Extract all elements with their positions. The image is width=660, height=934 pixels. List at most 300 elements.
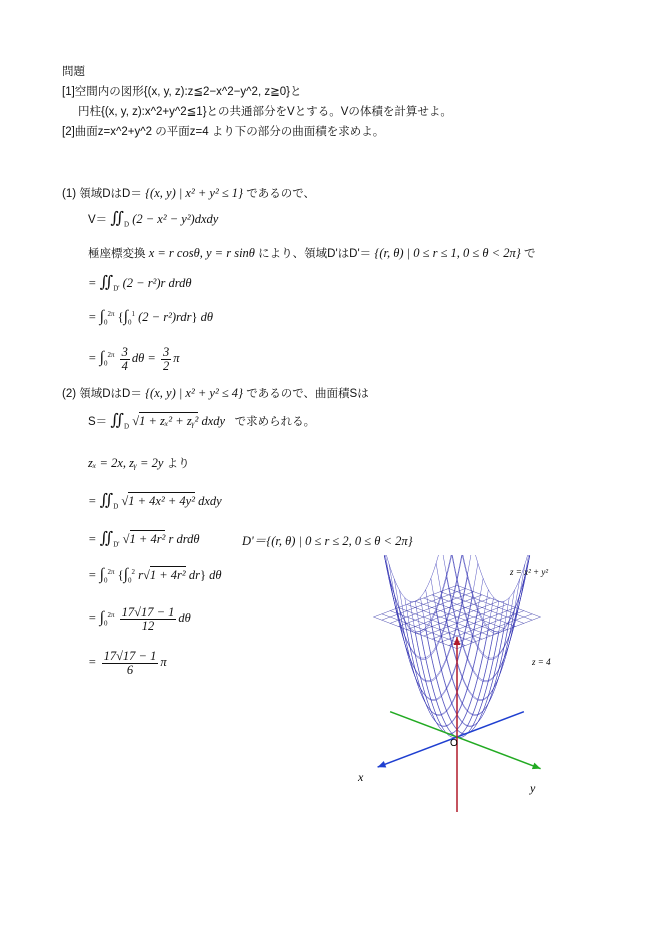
z-axis-arrowhead — [454, 637, 461, 645]
mesh-line — [431, 578, 433, 590]
answer1-polar-set: {(r, θ) | 0 ≤ r ≤ 1, 0 ≤ θ < 2π} — [374, 246, 521, 260]
mesh-line — [433, 663, 435, 672]
mesh-line — [429, 644, 431, 654]
mesh-line — [474, 672, 476, 675]
mesh-line — [460, 704, 462, 709]
mesh-line — [475, 672, 477, 675]
mesh-line — [467, 721, 469, 725]
mesh-line — [426, 590, 428, 602]
mesh-line — [481, 622, 483, 633]
mesh-line — [428, 640, 430, 650]
mesh-line — [432, 570, 434, 576]
mesh-line — [475, 614, 477, 625]
mesh-line — [477, 672, 479, 680]
mesh-line — [463, 716, 465, 720]
mesh-line — [468, 644, 470, 653]
mesh-line — [436, 642, 438, 646]
mesh-line — [473, 662, 475, 671]
mesh-line — [475, 717, 477, 722]
mesh-line — [479, 706, 481, 712]
mesh-line — [481, 681, 483, 689]
mesh-line — [428, 667, 430, 676]
mesh-line — [412, 630, 414, 631]
mesh-line — [409, 622, 411, 633]
answer2-partials-tail: より — [166, 458, 190, 470]
answer2-step3: = $\int_0^{2\pi}$ {$\int_0^2$ r√1 + 4r² dr} dθ — [88, 566, 222, 585]
mesh-line — [478, 563, 480, 569]
mesh-line — [471, 670, 473, 678]
mesh-line — [438, 576, 440, 588]
mesh-line — [432, 680, 434, 681]
mesh-line — [426, 657, 428, 658]
mesh-line — [423, 667, 425, 676]
mesh-line — [435, 672, 437, 680]
mesh-line — [482, 576, 484, 581]
mesh-line — [486, 703, 488, 706]
mesh-line — [431, 679, 433, 680]
mesh-line — [477, 721, 479, 723]
mesh-line — [427, 657, 429, 658]
mesh-line — [441, 715, 443, 720]
mesh-line — [465, 711, 467, 716]
mesh-line — [480, 570, 482, 576]
mesh-line — [436, 698, 438, 699]
mesh-line — [417, 664, 419, 673]
mesh-line — [433, 706, 435, 712]
mesh-line — [438, 672, 440, 675]
answer1-intro — [62, 186, 315, 201]
mesh-line — [467, 651, 469, 660]
answer2-step3-expr: 1 + 4r² — [149, 568, 186, 582]
mesh-line — [423, 692, 425, 695]
mesh-line — [426, 586, 428, 590]
mesh-line — [497, 633, 499, 644]
mesh-line — [498, 674, 500, 679]
mesh-line — [417, 644, 419, 654]
y-axis-arrowhead — [532, 763, 541, 770]
answer2-step5: = $\frac{17√17 - 1}{6}$ π — [88, 649, 167, 677]
mesh-line — [450, 698, 452, 704]
mesh-line — [481, 679, 483, 680]
mesh-line — [421, 631, 423, 632]
mesh-line — [450, 718, 452, 722]
answer2-s-tail: dxdy — [201, 414, 226, 428]
answer2-step2-expr: 1 + 4r² — [129, 532, 166, 546]
mesh-line — [407, 600, 409, 601]
mesh-line — [489, 692, 491, 695]
answer1-intro-set: {(x, y) | x² + y² ≤ 1} — [145, 186, 244, 200]
answer1-step3-result: $\frac{3}{2}$ — [162, 345, 170, 373]
answer1-v-integral: $∬_D$ (2 − x² − y²)dxdy — [110, 210, 219, 229]
mesh-line — [476, 556, 478, 563]
mesh-line — [487, 622, 489, 633]
mesh-line — [443, 557, 445, 569]
mesh-line — [498, 665, 500, 673]
origin-label: O — [450, 738, 458, 749]
mesh-line — [424, 648, 426, 658]
answer2-step1-expr: 1 + 4x² + 4y² — [128, 494, 195, 508]
mesh-line — [486, 681, 488, 689]
mesh-line — [428, 581, 430, 586]
mesh-line — [443, 678, 445, 685]
mesh-line — [475, 653, 477, 662]
mesh-line — [480, 680, 482, 681]
mesh-line — [447, 711, 449, 716]
mesh-line — [434, 669, 436, 678]
mesh-line — [465, 659, 467, 667]
mesh-line — [444, 706, 446, 712]
mesh-line — [396, 584, 398, 588]
mesh-line — [411, 633, 413, 644]
mesh-line — [506, 626, 508, 637]
mesh-line — [496, 637, 498, 648]
mesh-line — [443, 644, 445, 653]
mesh-line — [486, 590, 488, 602]
mesh-line — [415, 633, 417, 644]
answer1-polar-mid: により、領域D'はD'＝ — [258, 248, 372, 260]
mesh-line — [429, 655, 431, 657]
answer2-s-note: で求められる。 — [234, 416, 316, 428]
mesh-line — [508, 633, 510, 638]
mesh-line — [474, 706, 476, 712]
mesh-line — [483, 655, 485, 657]
mesh-line — [471, 694, 473, 697]
mesh-line — [475, 703, 477, 709]
mesh-line — [464, 713, 466, 718]
mesh-line — [480, 660, 482, 669]
mesh-line — [468, 557, 470, 569]
mesh-line — [406, 626, 408, 637]
answer2-step4-frac: $\frac{17√17 - 1}{12}$ — [121, 605, 175, 633]
mesh-line — [447, 659, 449, 667]
mesh-line — [503, 622, 505, 633]
problem-q2: [2]曲面z=x^2+y^2 の平面z=4 より下の部分の曲面積を求めよ。 — [62, 126, 385, 138]
mesh-line — [478, 669, 480, 678]
mesh-line — [424, 590, 426, 593]
mesh-line — [449, 694, 451, 700]
mesh-line — [450, 669, 452, 676]
mesh-line — [495, 664, 497, 673]
mesh-line — [486, 657, 488, 658]
mesh-line — [480, 684, 482, 692]
mesh-line — [426, 681, 428, 689]
answer1-step1: = $∬_{D'}$ (2 − r²)r drdθ — [88, 274, 192, 293]
mesh-line — [475, 680, 477, 688]
mesh-line — [511, 592, 513, 595]
answer1-step3: = $\int_0^{2\pi}$ $\frac{3}{4}$ dθ = $\frac{3}{2}$ π — [88, 345, 180, 373]
mesh-line — [436, 678, 438, 686]
mesh-line — [482, 708, 484, 713]
mesh-line — [470, 717, 472, 722]
mesh-line — [481, 616, 483, 620]
mesh-line — [439, 662, 441, 671]
mesh-line — [488, 590, 490, 593]
mesh-line — [430, 676, 432, 684]
mesh-line — [482, 676, 484, 684]
mesh-line — [433, 650, 435, 653]
answer2-intro — [62, 386, 369, 401]
mesh-line — [418, 648, 420, 658]
mesh-line — [487, 676, 489, 684]
mesh-line — [437, 672, 439, 675]
mesh-line — [436, 556, 438, 563]
mesh-line — [437, 653, 439, 662]
answer2-dprime: D'＝{(r, θ) | 0 ≤ r ≤ 2, 0 ≤ θ < 2π} — [242, 534, 413, 548]
mesh-line — [474, 656, 476, 665]
problem-q1-line1: [1]空間内の図形{(x, y, z):z≦2−x^2−y^2, z≧0}と — [62, 86, 302, 98]
mesh-line — [464, 728, 466, 731]
mesh-line — [439, 688, 441, 695]
answer2-intro-label: (2) 領域DはD＝ — [62, 388, 142, 400]
mesh-line — [509, 595, 511, 598]
mesh-line — [438, 656, 440, 665]
mesh-line — [442, 599, 444, 610]
mesh-line — [474, 555, 476, 556]
answer2-intro-tail: であるので、曲面積Sは — [246, 388, 369, 400]
mesh-line — [479, 689, 481, 696]
mesh-line — [433, 591, 435, 603]
mesh-line — [448, 713, 450, 718]
mesh-line — [447, 577, 449, 588]
mesh-line — [434, 692, 436, 699]
mesh-line — [449, 588, 451, 598]
mesh-line — [462, 698, 464, 704]
mesh-line — [474, 576, 476, 588]
mesh-line — [436, 563, 438, 575]
mesh-line — [450, 736, 452, 737]
paraboloid-graph — [350, 555, 600, 815]
mesh-line — [485, 684, 487, 692]
answer1-polar-tail: で — [523, 248, 536, 260]
problem-heading: 問題 — [62, 66, 85, 78]
mesh-line — [420, 633, 422, 644]
answer1-v-formula — [88, 212, 218, 227]
mesh-line — [483, 673, 485, 682]
mesh-line — [448, 661, 450, 669]
mesh-line — [483, 711, 485, 715]
mesh-line — [471, 715, 473, 720]
mesh-line — [463, 667, 465, 674]
mesh-line — [438, 725, 440, 728]
mesh-line — [444, 651, 446, 660]
answer2-s-label: S＝ — [88, 416, 108, 428]
mesh-line — [427, 684, 429, 692]
mesh-line — [444, 711, 446, 713]
mesh-line — [486, 586, 488, 590]
x-axis-arrowhead — [378, 761, 387, 768]
answer2-partials-expr: zₓ = 2x, zᵧ = 2y — [88, 456, 164, 470]
mesh-line — [414, 674, 416, 679]
mesh-line — [484, 667, 486, 676]
mesh-line — [416, 637, 418, 648]
mesh-line — [484, 655, 486, 657]
mesh-line — [437, 680, 439, 688]
x-axis-label: x — [358, 770, 364, 784]
mesh-line — [470, 673, 472, 681]
mesh-line — [432, 703, 434, 709]
mesh-line — [414, 665, 416, 673]
mesh-line — [464, 580, 466, 591]
mesh-line — [464, 661, 466, 669]
problem-q1-line2: 円柱{(x, y, z):x^2+y^2≦1}との共通部分をVとする。Vの体積を計算せよ。 — [78, 106, 452, 118]
mesh-line — [484, 640, 486, 650]
mesh-line — [448, 627, 450, 636]
mesh-line — [432, 684, 434, 692]
answer2-step2: = $∬_{D'}$ √1 + 4r² r drdθ — [88, 530, 200, 549]
mesh-line — [440, 711, 442, 716]
mesh-line — [404, 633, 406, 638]
mesh-line — [490, 637, 492, 648]
mesh-line — [467, 711, 469, 713]
mesh-line — [462, 736, 464, 737]
answer2-step1: = $∬_D$ √1 + 4x² + 4y² dxdy — [88, 492, 222, 511]
mesh-line — [438, 706, 440, 712]
answer1-step1-expr: (2 − r²)r drdθ — [122, 276, 192, 290]
mesh-line — [423, 644, 425, 654]
mesh-line — [500, 630, 502, 631]
mesh-line — [437, 717, 439, 722]
mesh-line — [430, 576, 432, 581]
mesh-line — [490, 681, 492, 689]
mesh-line — [463, 729, 465, 732]
mesh-line — [403, 636, 405, 643]
mesh-line — [474, 725, 476, 728]
mesh-line — [468, 720, 470, 724]
mesh-line — [476, 698, 478, 699]
mesh-line — [501, 633, 503, 644]
mesh-line — [435, 721, 437, 723]
mesh-line — [464, 627, 466, 636]
mesh-line — [479, 663, 481, 672]
mesh-line — [444, 681, 446, 688]
mesh-line — [468, 678, 470, 685]
answer1-intro-label: (1) 領域DはD＝ — [62, 188, 142, 200]
plane-label: z = 4 — [532, 657, 551, 667]
answer2-s-expr: 1 + zₓ² + zᵧ² — [139, 414, 199, 428]
mesh-line — [441, 555, 443, 557]
mesh-line — [436, 715, 438, 720]
mesh-line — [494, 648, 496, 658]
answer1-v-label: V＝ — [88, 214, 108, 226]
mesh-line — [467, 681, 469, 688]
mesh-line — [448, 728, 450, 731]
mesh-line — [388, 561, 390, 568]
mesh-line — [442, 700, 444, 706]
mesh-line — [464, 692, 466, 698]
mesh-line — [470, 599, 472, 610]
mesh-line — [425, 622, 427, 633]
mesh-line — [421, 637, 423, 648]
mesh-line — [505, 610, 507, 622]
mesh-line — [437, 703, 439, 709]
mesh-line — [448, 692, 450, 698]
mesh-line — [442, 717, 444, 722]
mesh-line — [491, 633, 493, 644]
mesh-line — [412, 640, 414, 650]
mesh-line — [490, 631, 492, 632]
mesh-line — [407, 610, 409, 622]
y-axis-label: y — [530, 781, 536, 795]
y-axis — [390, 712, 540, 769]
mesh-line — [490, 664, 492, 673]
mesh-line — [462, 669, 464, 676]
mesh-line — [434, 563, 436, 569]
mesh-line — [428, 689, 430, 696]
mesh-line — [426, 703, 428, 706]
mesh-line — [441, 670, 443, 678]
mesh-line — [467, 706, 469, 712]
answer2-intro-set: {(x, y) | x² + y² ≤ 4} — [145, 386, 244, 400]
surface-label: z = x² + y² — [510, 567, 549, 577]
mesh-line — [429, 711, 431, 715]
mesh-line — [498, 626, 500, 637]
mesh-line — [425, 676, 427, 684]
mesh-line — [477, 712, 479, 717]
mesh-line — [437, 614, 439, 625]
answer1-step2: = $\int_0^{2\pi}$ {$\int_0^1$ (2 − r²)rdr} dθ — [88, 308, 214, 327]
mesh-line — [476, 642, 478, 646]
mesh-line — [505, 600, 507, 601]
mesh-line — [443, 702, 445, 708]
answer1-step3-frac: $\frac{3}{4}$ — [121, 345, 128, 373]
answer2-s-formula: $S= ∬_D$ √1 + zₓ² + zᵧ² dxdy で求められる。 — [88, 412, 316, 431]
mesh-line — [500, 640, 502, 650]
mesh-line — [495, 644, 497, 654]
answer1-polar-expr: x = r cosθ, y = r sinθ — [148, 246, 255, 260]
mesh-line — [389, 564, 391, 576]
mesh-line — [416, 660, 418, 669]
mesh-line — [496, 660, 498, 669]
mesh-line — [402, 614, 404, 618]
mesh-line — [423, 610, 425, 622]
mesh-line — [472, 711, 474, 716]
mesh-line — [510, 614, 512, 618]
mesh-line — [479, 591, 481, 603]
mesh-line — [478, 692, 480, 699]
mesh-line — [438, 686, 440, 693]
mesh-line — [398, 588, 400, 592]
answer1-step2-expr: (2 − r²)rdr — [138, 310, 192, 324]
mesh-line — [421, 681, 423, 689]
mesh-line — [489, 644, 491, 654]
mesh-line — [435, 712, 437, 717]
mesh-line — [403, 595, 405, 598]
answer1-intro-tail: であるので、 — [246, 188, 316, 200]
mesh-line — [448, 580, 450, 591]
mesh-line — [513, 588, 515, 592]
mesh-line — [431, 681, 433, 689]
mesh-line — [481, 578, 483, 590]
mesh-line — [485, 657, 487, 658]
mesh-line — [430, 708, 432, 713]
mesh-line — [518, 579, 520, 591]
mesh-line — [473, 688, 475, 695]
mesh-line — [441, 694, 443, 697]
mesh-line — [490, 593, 492, 596]
mesh-line — [449, 667, 451, 674]
answer2-step4: = $\int_0^{2\pi}$ $\frac{17√17 - 1}{12}$ dθ — [88, 605, 191, 633]
mesh-line — [488, 648, 490, 658]
mesh-line — [471, 555, 473, 557]
mesh-line — [439, 710, 441, 716]
mesh-line — [427, 664, 429, 673]
mesh-line — [394, 579, 396, 591]
answer2-step2-tail: r drdθ — [168, 532, 200, 546]
mesh-line — [476, 678, 478, 686]
mesh-line — [516, 584, 518, 588]
mesh-line — [452, 704, 454, 709]
mesh-line — [509, 636, 511, 643]
